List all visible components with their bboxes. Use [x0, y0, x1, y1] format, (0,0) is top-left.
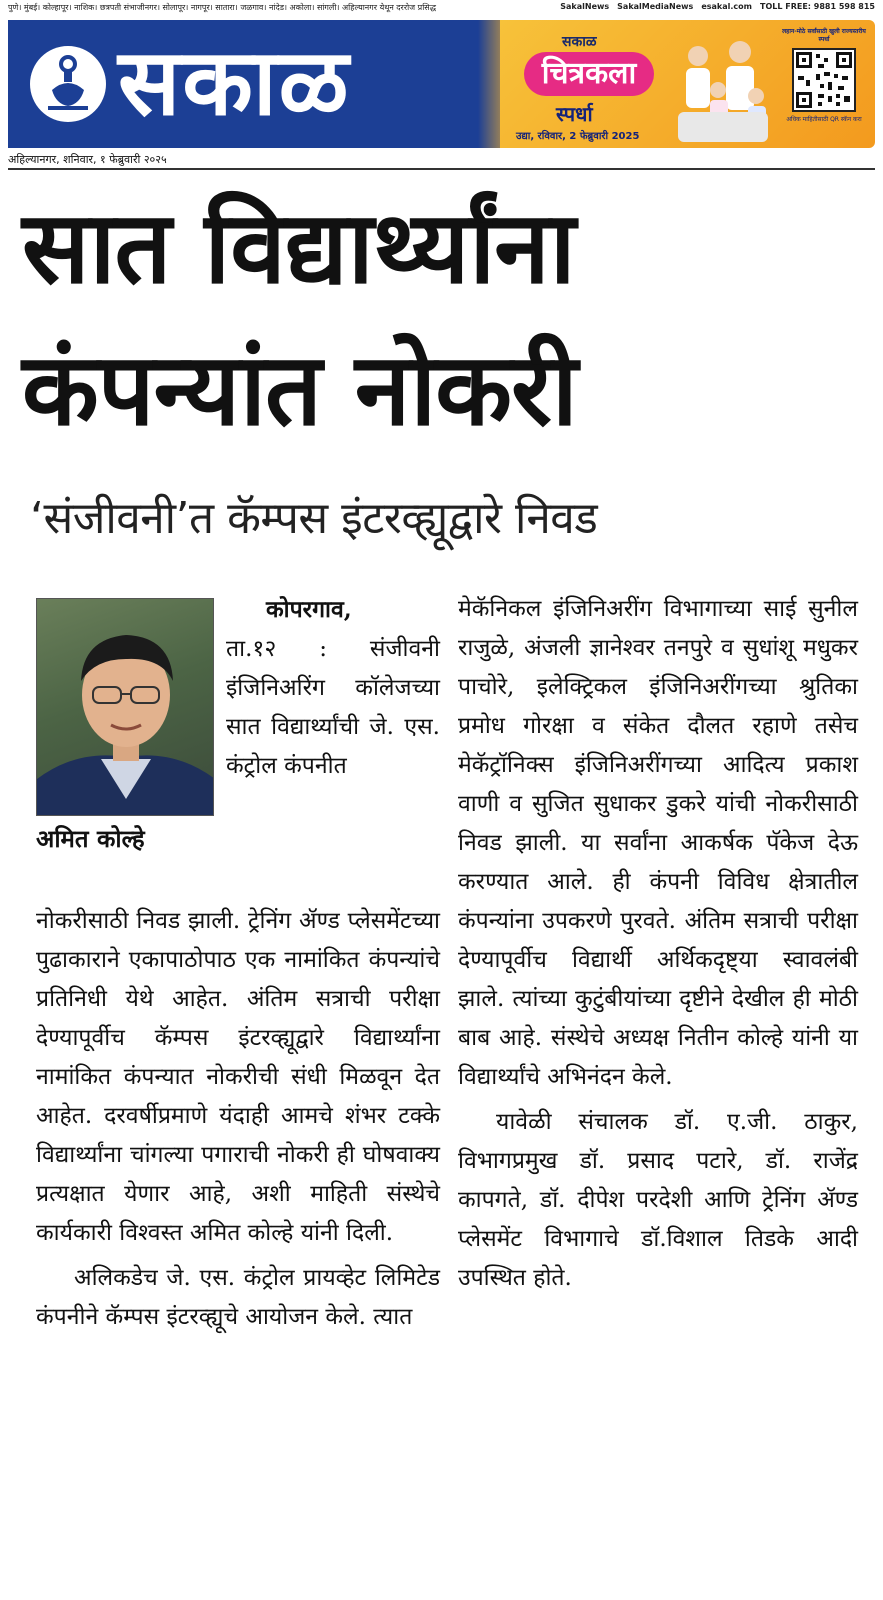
promo-subtitle: स्पर्धा: [556, 102, 593, 126]
edition-bar: [8, 2, 875, 16]
tollfree-number: TOLL FREE: 9881 598 815: [759, 2, 875, 11]
website-link[interactable]: esakal.com: [701, 2, 752, 11]
lamp-emblem-icon: [30, 46, 106, 122]
promo-title: चित्रकला: [524, 52, 654, 96]
article-column-left-top: [226, 590, 440, 786]
divider: [8, 168, 875, 170]
masthead-logo: सकाळ: [118, 29, 351, 136]
promo-scan-text: अधिक माहितीसाठी QR स्कॅन करा: [786, 116, 862, 123]
photo-caption: अमित कोल्हे: [36, 825, 145, 853]
promo-tagline: लहान-मोठे सर्वांसाठी खुली राज्यस्तरीय स्पर्धा: [782, 28, 866, 43]
masthead: [8, 20, 875, 148]
subheadline: ‘संजीवनी’त कॅम्पस इंटरव्ह्यूद्वारे निवड: [30, 493, 598, 544]
article-column-left: [36, 902, 440, 1337]
article-paragraph-4: यावेळी संचालक डॉ. ए.जी. ठाकुर, विभागप्रमुख डॉ. प्रसाद पटारे, डॉ. राजेंद्र कापगते, डॉ. दीपेश परदेशी आणि ट्रेनिंग ॲण्ड प्लेसमेंट विभागाचे डॉ.विशाल तिडके आदी उपस्थित होते.: [458, 1109, 858, 1291]
social-links: [560, 2, 875, 16]
article-paragraph-1: नोकरीसाठी निवड झाली. ट्रेनिंग ॲण्ड प्लेसमेंटच्या पुढाकाराने एकापाठोपाठ एक नामांकित कंपन्यांचे प्रतिनिधी येथे आहेत. अंतिम सत्राची परीक्षा देण्यापूर्वीच कॅम्पस इंटरव्ह्यूद्वारे विद्यार्थ्यांना नामांकित कंपन्यात नोकरीची संधी मिळवून देत आहेत. दरवर्षीप्रमाणे यंदाही आमचे शंभर टक्के विद्यार्थ्यांना चांगल्या पगाराची नोकरी ही घोषवाक्य प्रत्यक्षात येणार आहे, अशी माहिती संस्थेचे कार्यकारी विश्वस्त अमित कोल्हे यांनी दिली.: [36, 908, 440, 1246]
article-paragraph-3: मेकॅनिकल इंजिनिअरींग विभागाच्या साई सुनील राजुळे, अंजली ज्ञानेश्वर तनपुरे व सुधांशू मधुकर पाचोरे, इलेक्ट्रिकल इंजिनिअरींगच्या श्रुतिका प्रमोध गोरक्षा व संकेत दौलत रहाणे तसेच मेकॅट्रॉनिक्स इंजिनिअरींगच्या आदित्य प्रकाश वाणी व सुजित सुधाकर डुकरे यांची नोकरीसाठी निवड झाली. या सर्वांना आकर्षक पॅकेज देऊ करण्यात आले. ही कंपनी विविध क्षेत्रातील कंपन्यांना उपकरणे पुरवते. अंतिम सत्राची परीक्षा देण्यापूर्वीच विद्यार्थी अर्थिकदृष्ट्या स्वावलंबी झाले. त्यांच्या कुटुंबीयांच्या दृष्टीने देखील ही मोठी बाब आहे. संस्थेचे अध्यक्ष नितीन कोल्हे यांनी या विद्यार्थ्यांचे अभिनंदन केले.: [458, 596, 858, 1090]
article-column-right: [458, 590, 858, 1298]
article-paragraph-2: अलिकडेच जे. एस. कंट्रोल प्रायव्हेट लिमिटेड कंपनीने कॅम्पस इंटरव्ह्यूचे आयोजन केले. त्यात: [36, 1265, 440, 1330]
qr-code-icon[interactable]: [792, 48, 856, 112]
article-place: कोपरगाव,: [266, 596, 352, 623]
edition-list: पुणे। मुंबई। कोल्हापूर। नाशिक। छत्रपती संभाजीनगर। सोलापूर। नागपूर। सातारा। जळगाव। नांदेड। अकोला। सांगली। अहिल्यानगर येथून दररोज प्रसिद्ध: [8, 3, 437, 12]
headline-line-1: सात विद्यार्थ्यांना: [22, 189, 575, 306]
facebook-handle[interactable]: SakalNews: [560, 2, 610, 11]
twitter-handle[interactable]: SakalMediaNews: [617, 2, 694, 11]
promo-date: उद्या, रविवार, 2 फेब्रुवारी 2025: [516, 131, 640, 142]
page-dateline: अहिल्यानगर, शनिवार, १ फेब्रुवारी २०२५: [8, 153, 167, 166]
promo-banner[interactable]: [500, 20, 875, 148]
promo-brand: सकाळ: [562, 34, 597, 50]
headline-line-2: कंपन्यांत नोकरी: [22, 331, 577, 448]
family-photo-icon: [668, 26, 776, 144]
portrait-photo: [36, 598, 214, 816]
article-lead: ता.१२ : संजीवनी इंजिनिअरिंग कॉलेजच्या सात विद्यार्थ्यांची जे. एस. कंट्रोल कंपनीत: [226, 636, 440, 779]
